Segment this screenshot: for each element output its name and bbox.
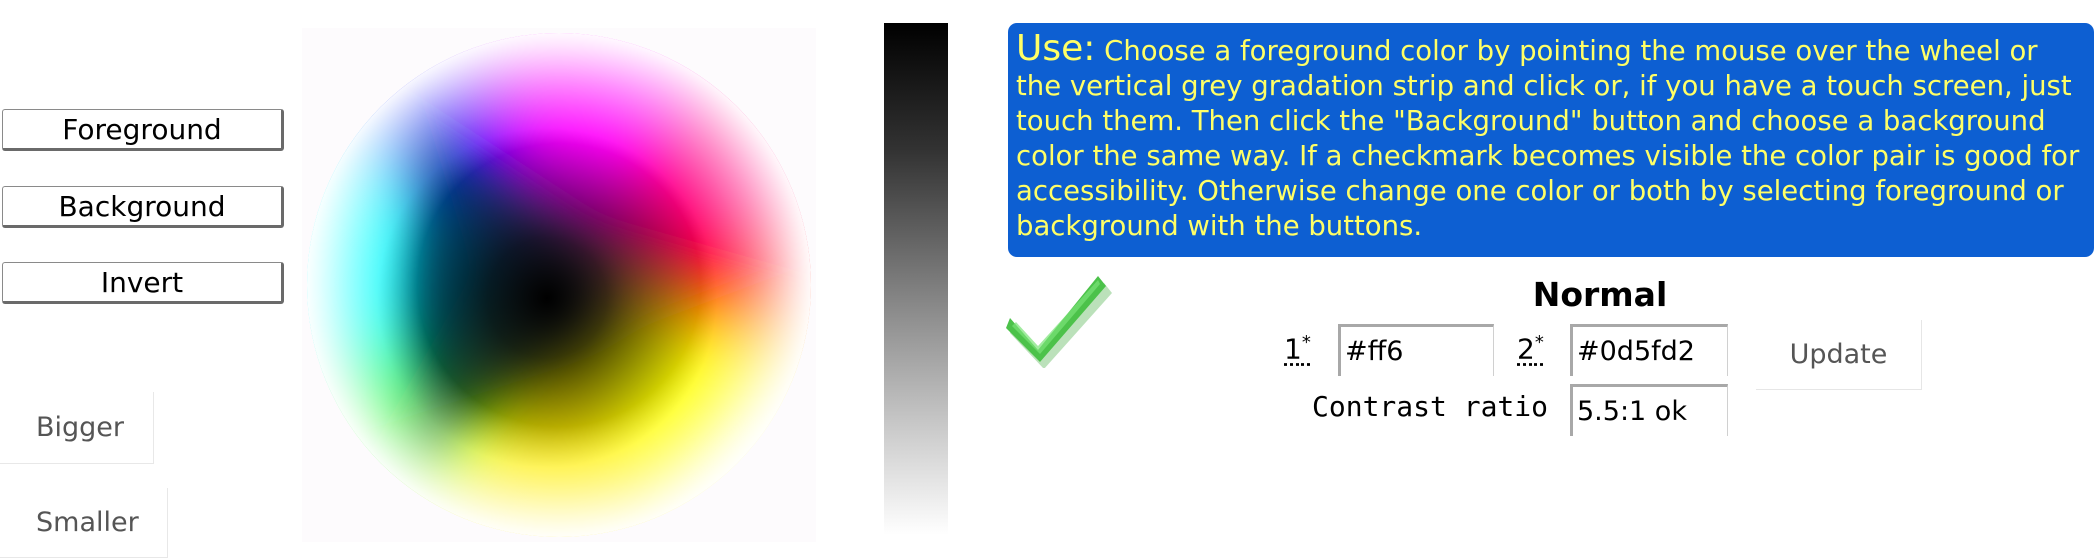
instructions-text: Choose a foreground color by pointing the mouse over the wheel or the vertical grey gradation strip and click or, if you have a touch screen, just touch them. Then click the "Background" button and choose a background color the same way. If a checkmark becomes visible the color pair is good for accessibility. Otherwise change one color or both by selecting foreground or background with the buttons. — [1016, 35, 2080, 242]
contrast-ratio-label: Contrast ratio — [1312, 390, 1549, 423]
foreground-button[interactable]: Foreground — [2, 109, 284, 151]
contrast-ratio-field — [1570, 384, 1728, 436]
smaller-button[interactable]: Smaller — [0, 488, 168, 558]
color2-label-text: 2 — [1517, 332, 1535, 366]
color1-input[interactable] — [1338, 324, 1494, 376]
invert-button[interactable]: Invert — [2, 262, 284, 304]
color2-marker: * — [1534, 332, 1544, 353]
mode-title: Normal — [1532, 275, 1668, 314]
color1-label-text: 1 — [1284, 332, 1302, 366]
instructions-panel — [1008, 23, 2094, 257]
color-wheel-graphic — [302, 28, 816, 542]
instructions-lead: Use: — [1016, 28, 1096, 69]
background-button[interactable]: Background — [2, 186, 284, 228]
color2-label — [1517, 332, 1544, 365]
color2-input[interactable] — [1570, 324, 1728, 376]
color-wheel[interactable] — [302, 28, 816, 542]
update-button[interactable]: Update — [1756, 320, 1922, 390]
checkmark-icon — [1006, 268, 1112, 368]
color1-marker: * — [1301, 332, 1311, 353]
grey-gradation-strip[interactable] — [884, 23, 948, 535]
bigger-button[interactable]: Bigger — [0, 392, 154, 464]
color1-label — [1284, 332, 1311, 365]
